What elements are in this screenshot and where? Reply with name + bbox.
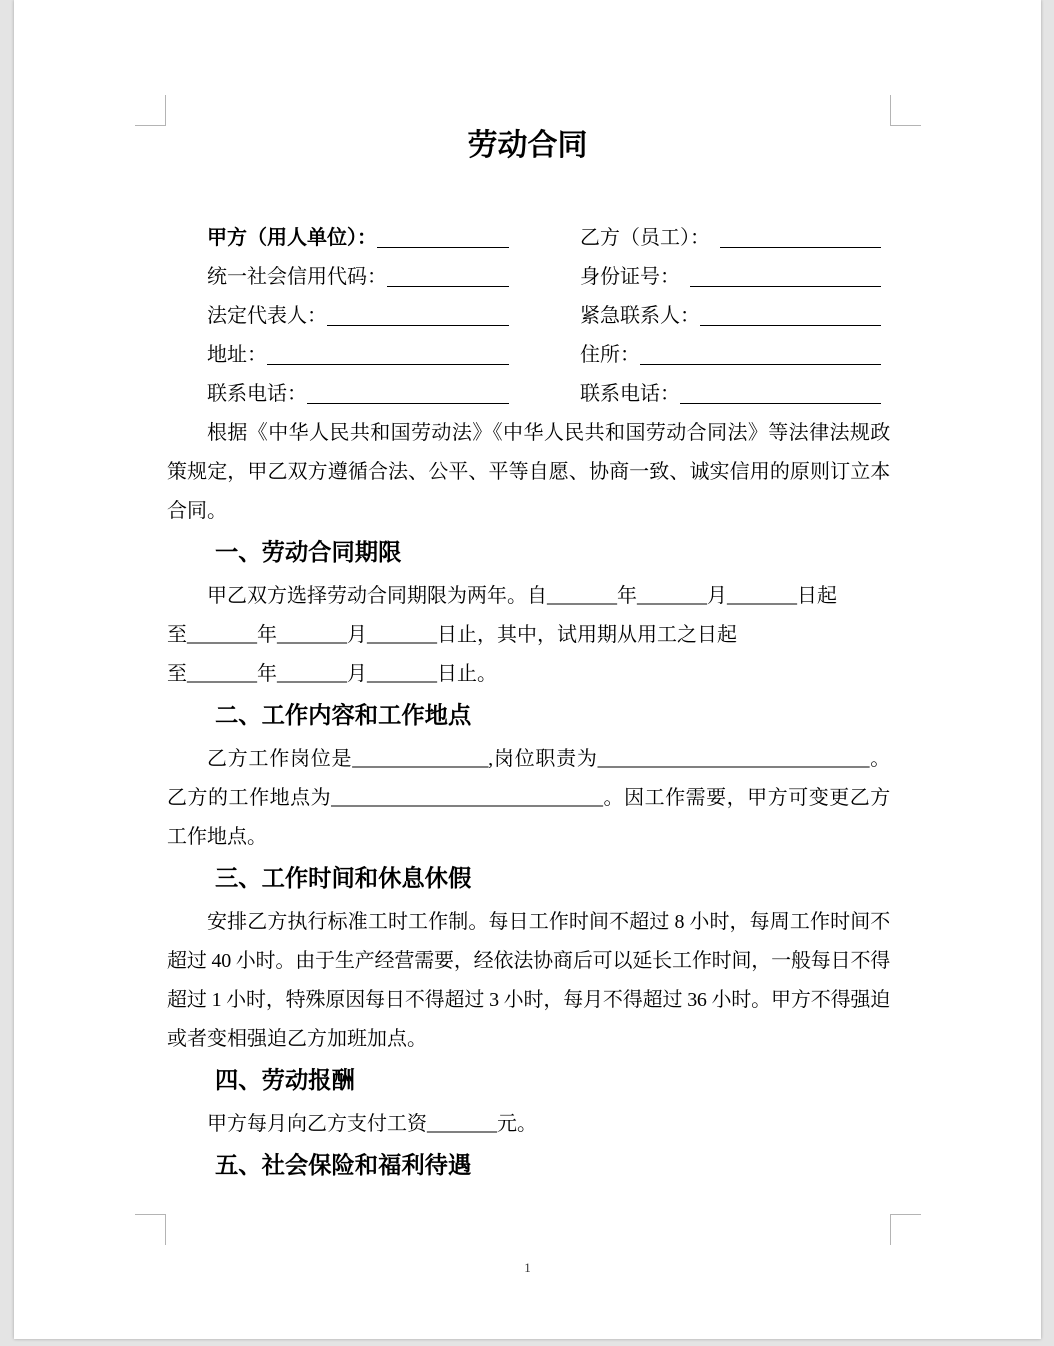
party-info-row	[167, 219, 890, 258]
party-a-employer-blank[interactable]	[377, 219, 509, 248]
paragraph-line: 甲方每月向乙方支付工资_______元。	[207, 1113, 537, 1135]
party-info-row	[167, 258, 890, 297]
id-number-blank[interactable]	[690, 258, 881, 287]
paragraph-line: 工作地点。	[167, 826, 267, 848]
legal-representative-blank[interactable]	[327, 297, 509, 326]
party-b-employee-label: 乙方（员工）：	[580, 227, 710, 249]
document-title: 劳动合同	[467, 129, 588, 162]
section-heading: 二、工作内容和工作地点	[215, 703, 472, 729]
legal-representative-field	[207, 297, 509, 336]
section-heading: 四、劳动报酬	[215, 1068, 355, 1094]
emergency-contact-field	[580, 297, 881, 336]
address-label: 地址：	[207, 344, 267, 366]
section-heading: 五、社会保险和福利待遇	[215, 1153, 472, 1179]
paragraph-line: 乙方工作岗位是______________,岗位职责为____________________________。	[207, 748, 890, 770]
party-info-form	[167, 219, 890, 414]
residence-label: 住所：	[580, 344, 640, 366]
party-b-phone-blank[interactable]	[680, 375, 881, 404]
legal-representative-label: 法定代表人：	[207, 305, 327, 327]
corner-mark-bottom-left	[135, 1214, 166, 1245]
section-working-hours-leave	[167, 859, 890, 1059]
contract-body	[167, 219, 890, 1190]
document-page	[14, 0, 1041, 1339]
residence-blank[interactable]	[640, 336, 881, 365]
paragraph-line: 至_______年_______月_______日止。	[167, 663, 497, 685]
party-info-row	[167, 336, 890, 375]
address-field	[207, 336, 509, 375]
section-heading: 三、工作时间和休息休假	[215, 866, 472, 892]
credit-code-blank[interactable]	[387, 258, 509, 287]
party-info-row	[167, 297, 890, 336]
party-a-phone-field	[207, 375, 509, 414]
corner-mark-bottom-right	[890, 1214, 921, 1245]
section-remuneration	[167, 1061, 890, 1144]
emergency-contact-blank[interactable]	[700, 297, 881, 326]
paragraph-line: 乙方的工作地点为____________________________。因工作需要，甲方可变更乙方	[167, 787, 890, 809]
party-info-row	[167, 375, 890, 414]
party-b-employee-blank[interactable]	[720, 219, 881, 248]
party-b-phone-label: 联系电话：	[580, 383, 680, 405]
section-heading: 一、劳动合同期限	[215, 540, 402, 566]
id-number-label: 身份证号：	[580, 266, 680, 288]
party-a-employer-label: 甲方（用人单位）：	[207, 227, 377, 249]
paragraph-line: 甲乙双方选择劳动合同期限为两年。自_______年_______月_______日起	[207, 585, 837, 607]
corner-mark-top-right	[890, 95, 921, 126]
paragraph-line: 策规定，甲乙双方遵循合法、公平、平等自愿、协商一致、诚实信用的原则订立本	[167, 461, 890, 483]
paragraph-line: 合同。	[167, 500, 227, 522]
residence-field	[580, 336, 881, 375]
section-contract-term	[167, 533, 890, 694]
preamble-paragraph	[167, 414, 890, 531]
emergency-contact-label: 紧急联系人：	[580, 305, 700, 327]
section-social-insurance-welfare	[167, 1146, 890, 1186]
party-a-phone-label: 联系电话：	[207, 383, 307, 405]
page-number: 1	[524, 1260, 531, 1275]
paragraph-line: 或者变相强迫乙方加班加点。	[167, 1028, 427, 1050]
paragraph-line: 安排乙方执行标准工时工作制。每日工作时间不超过 8 小时，每周工作时间不	[207, 911, 890, 933]
credit-code-label: 统一社会信用代码：	[207, 266, 387, 288]
section-job-content-location	[167, 696, 890, 857]
party-b-employee-field	[580, 219, 881, 258]
paragraph-line: 超过 40 小时。由于生产经营需要，经依法协商后可以延长工作时间，一般每日不得	[167, 950, 890, 972]
id-number-field	[580, 258, 881, 297]
party-a-phone-blank[interactable]	[307, 375, 509, 404]
address-blank[interactable]	[267, 336, 509, 365]
party-a-employer-field	[207, 219, 509, 258]
party-b-phone-field	[580, 375, 881, 414]
paragraph-line: 根据《中华人民共和国劳动法》《中华人民共和国劳动合同法》等法律法规政	[207, 422, 890, 444]
credit-code-field	[207, 258, 509, 297]
paragraph-line: 超过 1 小时，特殊原因每日不得超过 3 小时，每月不得超过 36 小时。甲方不得强迫	[167, 989, 890, 1011]
corner-mark-top-left	[135, 95, 166, 126]
paragraph-line: 至_______年_______月_______日止，其中，试用期从用工之日起	[167, 624, 737, 646]
